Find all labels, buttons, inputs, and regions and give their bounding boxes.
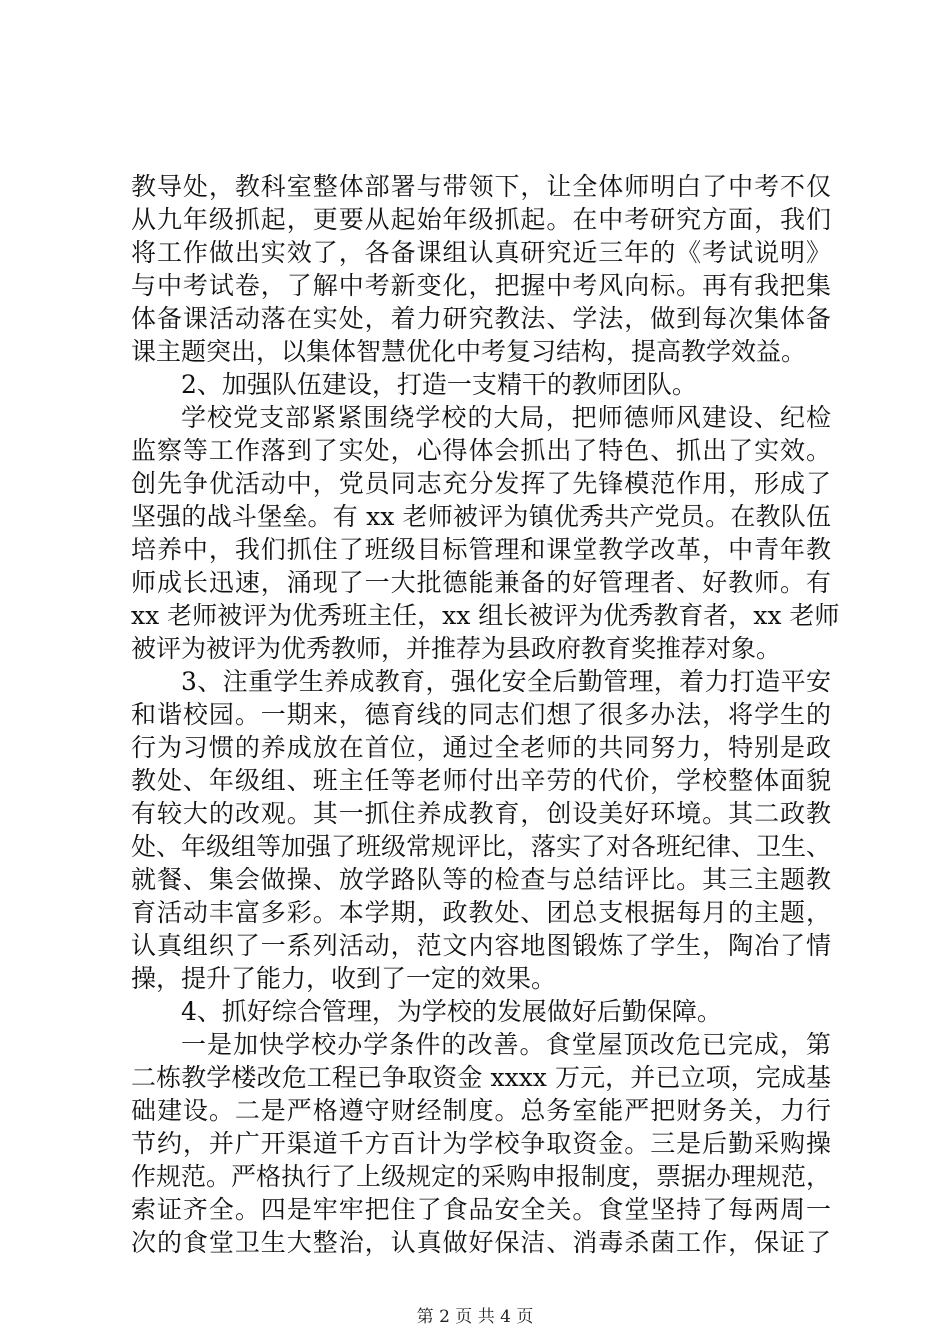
page-footer: 第 2 页 共 4 页: [416, 1307, 534, 1327]
text-line: 次的食堂卫生大整治，认真做好保洁、消毒杀菌工作，保证了: [131, 1228, 831, 1257]
text-line: 4、抓好综合管理，为学校的发展做好后勤保障。: [181, 997, 722, 1026]
text-line: xx 老师被评为优秀班主任，xx 组长被评为优秀教育者，xx 老师: [131, 601, 840, 630]
text-line: 教处、年级组、班主任等老师付出辛劳的代价，学校整体面貌: [131, 766, 831, 795]
text-line: 作规范。严格执行了上级规定的采购申报制度，票据办理规范，: [131, 1162, 832, 1191]
text-line: 础建设。二是严格遵守财经制度。总务室能严把财务关，力行: [131, 1096, 831, 1125]
text-line: 一是加快学校办学条件的改善。食堂屋顶改危已完成，第: [181, 1030, 831, 1059]
text-line: 处、年级组等加强了班级常规评比，落实了对各班纪律、卫生、: [131, 832, 832, 861]
text-line: 认真组织了一系列活动，范文内容地图锻炼了学生，陶冶了情: [131, 931, 831, 960]
text-line: 节约，并广开渠道千方百计为学校争取资金。三是后勤采购操: [131, 1129, 831, 1158]
text-line: 教导处，教科室整体部署与带领下，让全体师明白了中考不仅: [131, 172, 831, 201]
text-line: 行为习惯的养成放在首位，通过全老师的共同努力，特别是政: [131, 733, 831, 762]
text-line: 和谐校园。一期来，德育线的同志们想了很多办法，将学生的: [131, 700, 831, 729]
text-line: 3、注重学生养成教育，强化安全后勤管理，着力打造平安: [181, 667, 831, 696]
text-line: 与中考试卷，了解中考新变化，把握中考风向标。再有我把集: [131, 271, 831, 300]
text-line: 就餐、集会做操、放学路队等的检查与总结评比。其三主题教: [131, 865, 831, 894]
text-line: 育活动丰富多彩。本学期，政教处、团总支根据每月的主题，: [131, 898, 831, 927]
text-line: 体备课活动落在实处，着力研究教法、学法，做到每次集体备: [131, 304, 831, 333]
text-line: 二栋教学楼改危工程已争取资金 xxxx 万元，并已立项，完成基: [131, 1063, 831, 1092]
text-line: 索证齐全。四是牢牢把住了食品安全关。食堂坚持了每两周一: [131, 1195, 831, 1224]
text-line: 创先争优活动中，党员同志充分发挥了先锋模范作用，形成了: [131, 469, 831, 498]
text-line: 课主题突出，以集体智慧优化中考复习结构，提高教学效益。: [131, 337, 807, 366]
text-line: 操，提升了能力，收到了一定的效果。: [131, 964, 557, 993]
text-line: 2、加强队伍建设，打造一支精干的教师团队。: [181, 370, 697, 399]
text-line: 培养中，我们抓住了班级目标管理和课堂教学改革，中青年教: [131, 535, 831, 564]
text-line: 坚强的战斗堡垒。有 xx 老师被评为镇优秀共产党员。在教队伍: [131, 502, 831, 531]
text-line: 有较大的改观。其一抓住养成教育，创设美好环境。其二政教: [131, 799, 831, 828]
text-line: 被评为被评为优秀教师，并推荐为县政府教育奖推荐对象。: [131, 634, 782, 663]
text-line: 将工作做出实效了，各备课组认真研究近三年的《考试说明》: [131, 238, 831, 267]
body-text: [131, 170, 840, 1259]
text-line: 从九年级抓起，更要从起始年级抓起。在中考研究方面，我们: [131, 205, 831, 234]
text-line: 监察等工作落到了实处，心得体会抓出了特色、抓出了实效。: [131, 436, 831, 465]
text-line: 学校党支部紧紧围绕学校的大局，把师德师风建设、纪检: [181, 403, 831, 432]
text-line: 师成长迅速，涌现了一大批德能兼备的好管理者、好教师。有: [131, 568, 831, 597]
